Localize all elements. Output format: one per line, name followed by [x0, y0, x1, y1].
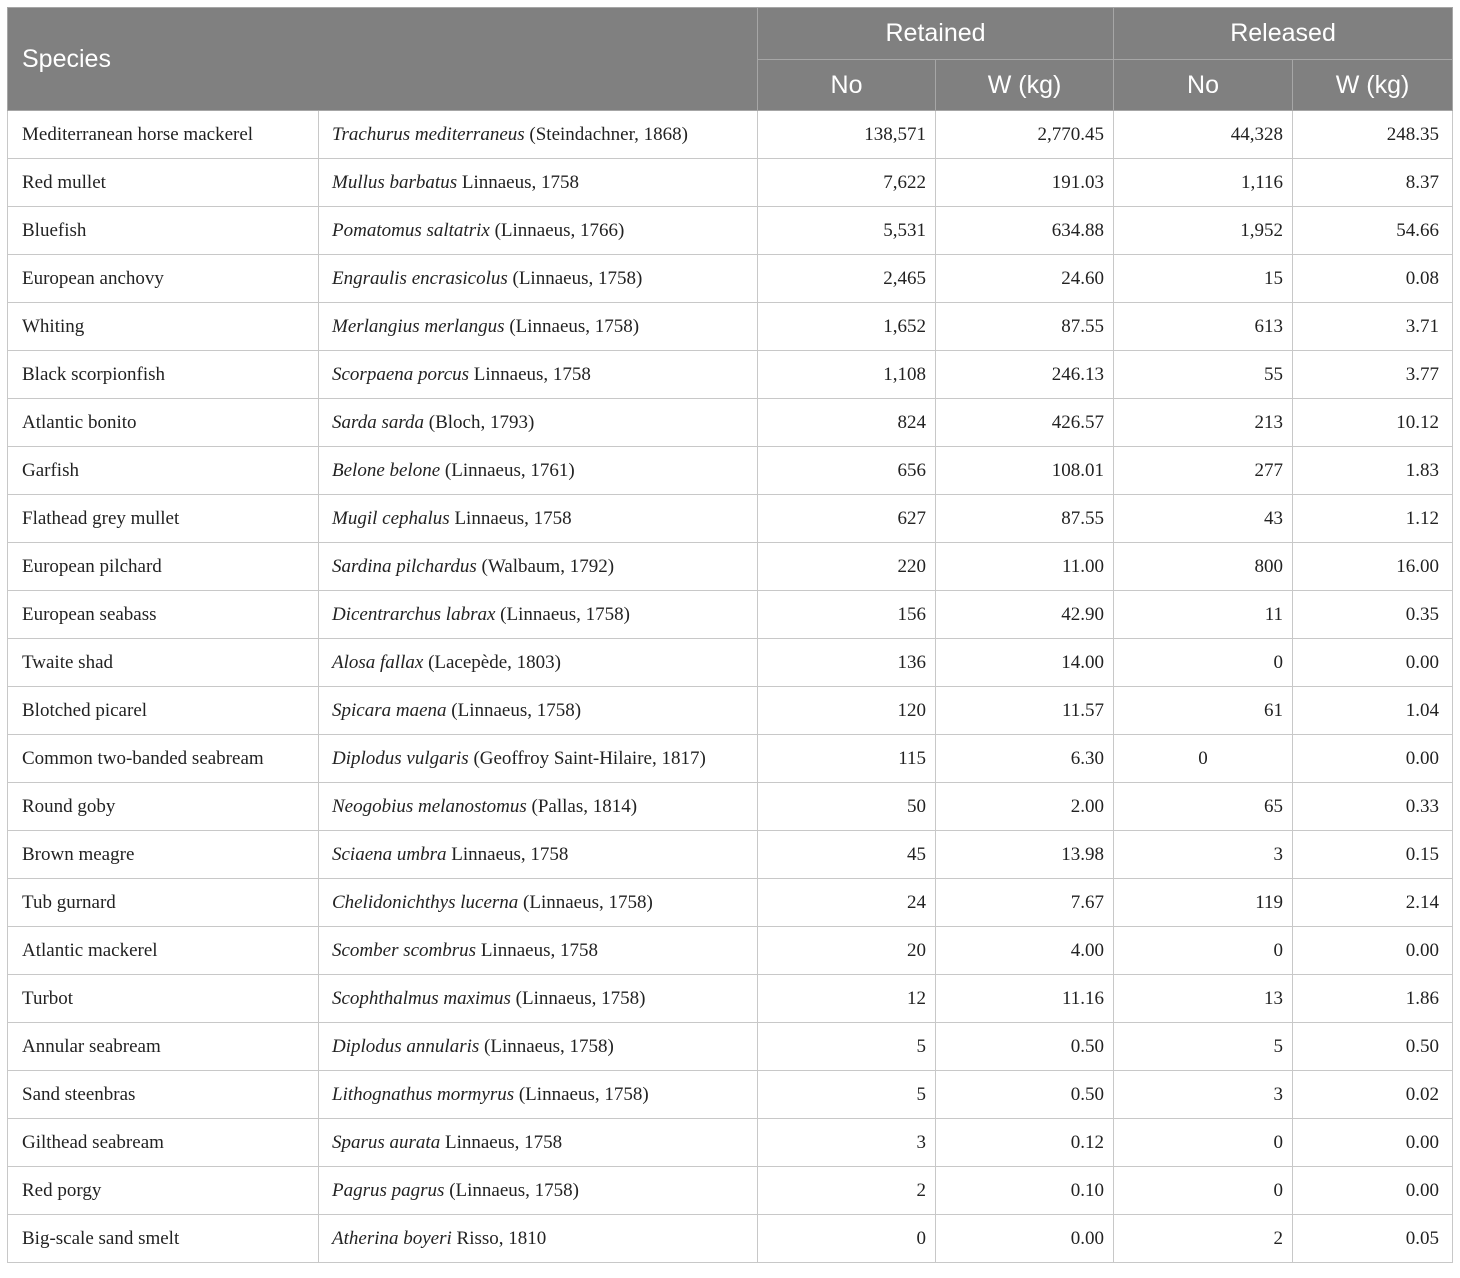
header-retained: Retained — [758, 8, 1114, 60]
scientific-name — [319, 1071, 758, 1119]
retained-weight: 0.50 — [936, 1071, 1114, 1119]
retained-weight: 0.50 — [936, 1023, 1114, 1071]
table-row — [8, 783, 1453, 831]
scientific-name-genus: Sardina pilchardus — [332, 555, 477, 577]
scientific-name-genus: Pomatomus saltatrix — [332, 219, 490, 241]
scientific-name — [319, 207, 758, 255]
scientific-name-genus: Scomber scombrus — [332, 939, 477, 961]
table-row — [8, 639, 1453, 687]
released-number: 3 — [1114, 831, 1293, 879]
table-row — [8, 543, 1453, 591]
scientific-name-genus: Mugil cephalus — [332, 507, 450, 529]
common-name: Black scorpionfish — [8, 351, 319, 399]
released-number: 0 — [1114, 639, 1293, 687]
scientific-name-genus: Alosa fallax — [332, 651, 424, 673]
retained-weight: 0.10 — [936, 1167, 1114, 1215]
retained-number: 5 — [758, 1071, 936, 1119]
scientific-name-authority: (Geoffroy Saint-Hilaire, 1817) — [468, 747, 706, 769]
table-row — [8, 927, 1453, 975]
retained-number: 627 — [758, 495, 936, 543]
retained-weight: 11.57 — [936, 687, 1114, 735]
scientific-name — [319, 111, 758, 159]
scientific-name-authority: (Linnaeus, 1758) — [510, 987, 646, 1009]
retained-weight: 42.90 — [936, 591, 1114, 639]
scientific-name — [319, 1215, 758, 1263]
released-number: 44,328 — [1114, 111, 1293, 159]
retained-number: 2,465 — [758, 255, 936, 303]
retained-number: 24 — [758, 879, 936, 927]
scientific-name — [319, 687, 758, 735]
scientific-name-authority: (Linnaeus, 1758) — [444, 1179, 579, 1201]
scientific-name — [319, 831, 758, 879]
common-name: European anchovy — [8, 255, 319, 303]
table-row — [8, 351, 1453, 399]
table-row — [8, 1071, 1453, 1119]
table-row — [8, 399, 1453, 447]
table-body — [8, 111, 1453, 1263]
released-weight: 248.35 — [1293, 111, 1453, 159]
retained-number: 5 — [758, 1023, 936, 1071]
table-row — [8, 831, 1453, 879]
released-number: 43 — [1114, 495, 1293, 543]
released-weight: 0.50 — [1293, 1023, 1453, 1071]
retained-number: 824 — [758, 399, 936, 447]
retained-weight: 4.00 — [936, 927, 1114, 975]
scientific-name — [319, 1023, 758, 1071]
released-number: 0 — [1114, 1167, 1293, 1215]
table-row — [8, 207, 1453, 255]
scientific-name-authority: (Linnaeus, 1758) — [507, 267, 643, 289]
retained-weight: 634.88 — [936, 207, 1114, 255]
common-name: Red mullet — [8, 159, 319, 207]
scientific-name-authority: (Linnaeus, 1758) — [479, 1035, 614, 1057]
released-number: 11 — [1114, 591, 1293, 639]
scientific-name — [319, 975, 758, 1023]
scientific-name-genus: Trachurus mediterraneus — [332, 123, 525, 145]
released-number: 5 — [1114, 1023, 1293, 1071]
released-weight: 3.71 — [1293, 303, 1453, 351]
scientific-name — [319, 543, 758, 591]
scientific-name-genus: Pagrus pagrus — [332, 1179, 445, 1201]
retained-weight: 11.00 — [936, 543, 1114, 591]
common-name: Red porgy — [8, 1167, 319, 1215]
scientific-name — [319, 639, 758, 687]
released-number: 0 — [1114, 1119, 1293, 1167]
scientific-name-authority: Risso, 1810 — [451, 1227, 547, 1249]
scientific-name-authority: (Linnaeus, 1758) — [514, 1083, 649, 1105]
scientific-name — [319, 495, 758, 543]
retained-weight: 0.00 — [936, 1215, 1114, 1263]
table-header — [8, 8, 1453, 111]
common-name: Annular seabream — [8, 1023, 319, 1071]
common-name: Blotched picarel — [8, 687, 319, 735]
scientific-name-authority: Linnaeus, 1758 — [440, 1131, 563, 1153]
header-retained-weight: W (kg) — [936, 60, 1114, 111]
released-weight: 10.12 — [1293, 399, 1453, 447]
common-name: Mediterranean horse mackerel — [8, 111, 319, 159]
header-species: Species — [8, 8, 758, 111]
released-weight: 0.00 — [1293, 639, 1453, 687]
retained-weight: 7.67 — [936, 879, 1114, 927]
released-number: 800 — [1114, 543, 1293, 591]
released-weight: 0.00 — [1293, 927, 1453, 975]
common-name: Gilthead seabream — [8, 1119, 319, 1167]
released-number: 0 — [1114, 927, 1293, 975]
common-name: Round goby — [8, 783, 319, 831]
retained-weight: 191.03 — [936, 159, 1114, 207]
scientific-name-genus: Merlangius merlangus — [332, 315, 505, 337]
retained-weight: 246.13 — [936, 351, 1114, 399]
scientific-name-genus: Engraulis encrasicolus — [332, 267, 508, 289]
released-number: 3 — [1114, 1071, 1293, 1119]
scientific-name-authority: (Pallas, 1814) — [526, 795, 638, 817]
retained-weight: 24.60 — [936, 255, 1114, 303]
scientific-name-authority: Linnaeus, 1758 — [457, 171, 580, 193]
scientific-name-authority: Linnaeus, 1758 — [446, 843, 569, 865]
retained-weight: 6.30 — [936, 735, 1114, 783]
scientific-name-authority: (Lacepède, 1803) — [423, 651, 561, 673]
species-catch-table — [7, 7, 1453, 1263]
scientific-name — [319, 447, 758, 495]
retained-weight: 2,770.45 — [936, 111, 1114, 159]
released-weight: 1.83 — [1293, 447, 1453, 495]
scientific-name — [319, 591, 758, 639]
retained-number: 656 — [758, 447, 936, 495]
scientific-name-authority: (Steindachner, 1868) — [524, 123, 688, 145]
common-name: Bluefish — [8, 207, 319, 255]
scientific-name-genus: Sparus aurata — [332, 1131, 441, 1153]
scientific-name-genus: Diplodus vulgaris — [332, 747, 469, 769]
retained-number: 115 — [758, 735, 936, 783]
released-weight: 0.15 — [1293, 831, 1453, 879]
scientific-name-authority: (Linnaeus, 1758) — [495, 603, 630, 625]
retained-weight: 426.57 — [936, 399, 1114, 447]
released-weight: 54.66 — [1293, 207, 1453, 255]
scientific-name-genus: Spicara maena — [332, 699, 447, 721]
scientific-name-authority: Linnaeus, 1758 — [469, 363, 591, 385]
retained-number: 3 — [758, 1119, 936, 1167]
common-name: Atlantic mackerel — [8, 927, 319, 975]
scientific-name-authority: (Bloch, 1793) — [424, 411, 535, 433]
header-released: Released — [1114, 8, 1453, 60]
retained-weight: 0.12 — [936, 1119, 1114, 1167]
scientific-name-authority: (Walbaum, 1792) — [476, 555, 615, 577]
common-name: Atlantic bonito — [8, 399, 319, 447]
table-row — [8, 1119, 1453, 1167]
released-weight: 2.14 — [1293, 879, 1453, 927]
header-retained-no: No — [758, 60, 936, 111]
scientific-name-genus: Chelidonichthys lucerna — [332, 891, 519, 913]
scientific-name-genus: Neogobius melanostomus — [332, 795, 527, 817]
scientific-name — [319, 1119, 758, 1167]
released-number: 613 — [1114, 303, 1293, 351]
scientific-name — [319, 351, 758, 399]
released-number: 2 — [1114, 1215, 1293, 1263]
common-name: Tub gurnard — [8, 879, 319, 927]
retained-weight: 11.16 — [936, 975, 1114, 1023]
common-name: Common two-banded seabream — [8, 735, 319, 783]
released-number: 1,116 — [1114, 159, 1293, 207]
released-weight: 0.08 — [1293, 255, 1453, 303]
retained-weight: 2.00 — [936, 783, 1114, 831]
scientific-name-genus: Belone belone — [332, 459, 441, 481]
table-row — [8, 255, 1453, 303]
released-weight: 1.04 — [1293, 687, 1453, 735]
scientific-name — [319, 927, 758, 975]
scientific-name-genus: Scophthalmus maximus — [332, 987, 511, 1009]
table-row — [8, 591, 1453, 639]
common-name: Sand steenbras — [8, 1071, 319, 1119]
retained-number: 45 — [758, 831, 936, 879]
table-row — [8, 111, 1453, 159]
scientific-name — [319, 735, 758, 783]
released-number: 61 — [1114, 687, 1293, 735]
released-number: 213 — [1114, 399, 1293, 447]
released-number: 1,952 — [1114, 207, 1293, 255]
table-row — [8, 1215, 1453, 1263]
scientific-name-genus: Sciaena umbra — [332, 843, 447, 865]
scientific-name — [319, 303, 758, 351]
retained-number: 0 — [758, 1215, 936, 1263]
scientific-name — [319, 399, 758, 447]
table-row — [8, 687, 1453, 735]
scientific-name-genus: Atherina boyeri — [332, 1227, 452, 1249]
released-weight: 0.02 — [1293, 1071, 1453, 1119]
retained-number: 156 — [758, 591, 936, 639]
released-number: 119 — [1114, 879, 1293, 927]
scientific-name-genus: Mullus barbatus — [332, 171, 458, 193]
retained-weight: 108.01 — [936, 447, 1114, 495]
scientific-name-authority: (Linnaeus, 1758) — [518, 891, 653, 913]
released-weight: 16.00 — [1293, 543, 1453, 591]
retained-weight: 14.00 — [936, 639, 1114, 687]
retained-weight: 13.98 — [936, 831, 1114, 879]
released-number: 277 — [1114, 447, 1293, 495]
scientific-name-genus: Diplodus annularis — [332, 1035, 480, 1057]
table-row — [8, 447, 1453, 495]
scientific-name-authority: (Linnaeus, 1758) — [446, 699, 582, 721]
retained-number: 7,622 — [758, 159, 936, 207]
retained-weight: 87.55 — [936, 495, 1114, 543]
scientific-name — [319, 783, 758, 831]
table-row — [8, 975, 1453, 1023]
retained-number: 50 — [758, 783, 936, 831]
scientific-name-genus: Lithognathus mormyrus — [332, 1083, 515, 1105]
common-name: Big-scale sand smelt — [8, 1215, 319, 1263]
common-name: Turbot — [8, 975, 319, 1023]
released-weight: 0.05 — [1293, 1215, 1453, 1263]
retained-number: 1,652 — [758, 303, 936, 351]
retained-number: 120 — [758, 687, 936, 735]
scientific-name — [319, 255, 758, 303]
table-row — [8, 1167, 1453, 1215]
table-row — [8, 735, 1453, 783]
scientific-name — [319, 159, 758, 207]
scientific-name-authority: (Linnaeus, 1758) — [504, 315, 640, 337]
scientific-name-authority: (Linnaeus, 1766) — [489, 219, 625, 241]
table-row — [8, 879, 1453, 927]
released-weight: 0.00 — [1293, 1167, 1453, 1215]
released-number: 0 — [1114, 735, 1293, 783]
retained-number: 5,531 — [758, 207, 936, 255]
released-weight: 3.77 — [1293, 351, 1453, 399]
retained-number: 220 — [758, 543, 936, 591]
scientific-name-authority: Linnaeus, 1758 — [449, 507, 572, 529]
released-number: 15 — [1114, 255, 1293, 303]
released-number: 13 — [1114, 975, 1293, 1023]
released-weight: 1.86 — [1293, 975, 1453, 1023]
released-weight: 0.33 — [1293, 783, 1453, 831]
table-row — [8, 303, 1453, 351]
scientific-name — [319, 1167, 758, 1215]
common-name: Brown meagre — [8, 831, 319, 879]
released-weight: 8.37 — [1293, 159, 1453, 207]
scientific-name-genus: Sarda sarda — [332, 411, 425, 433]
retained-weight: 87.55 — [936, 303, 1114, 351]
header-released-no: No — [1114, 60, 1293, 111]
retained-number: 20 — [758, 927, 936, 975]
table-row — [8, 495, 1453, 543]
retained-number: 138,571 — [758, 111, 936, 159]
retained-number: 12 — [758, 975, 936, 1023]
scientific-name-authority: (Linnaeus, 1761) — [440, 459, 575, 481]
common-name: Garfish — [8, 447, 319, 495]
released-weight: 0.00 — [1293, 735, 1453, 783]
released-weight: 1.12 — [1293, 495, 1453, 543]
released-number: 55 — [1114, 351, 1293, 399]
table-row — [8, 1023, 1453, 1071]
common-name: Whiting — [8, 303, 319, 351]
released-number: 65 — [1114, 783, 1293, 831]
scientific-name — [319, 879, 758, 927]
table-row — [8, 159, 1453, 207]
retained-number: 2 — [758, 1167, 936, 1215]
retained-number: 1,108 — [758, 351, 936, 399]
released-weight: 0.35 — [1293, 591, 1453, 639]
scientific-name-genus: Scorpaena porcus — [332, 363, 470, 385]
common-name: European seabass — [8, 591, 319, 639]
common-name: Flathead grey mullet — [8, 495, 319, 543]
common-name: European pilchard — [8, 543, 319, 591]
released-weight: 0.00 — [1293, 1119, 1453, 1167]
header-released-weight: W (kg) — [1293, 60, 1453, 111]
scientific-name-authority: Linnaeus, 1758 — [476, 939, 598, 961]
scientific-name-genus: Dicentrarchus labrax — [332, 603, 496, 625]
retained-number: 136 — [758, 639, 936, 687]
common-name: Twaite shad — [8, 639, 319, 687]
